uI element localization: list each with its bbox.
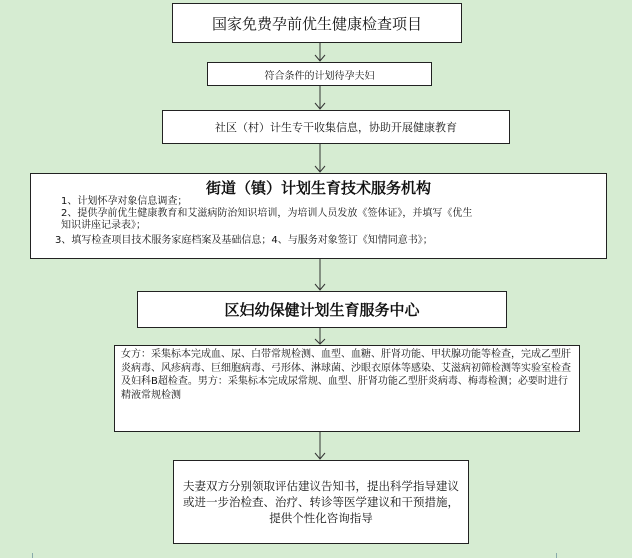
street-agency-box — [30, 173, 607, 259]
street-agency-line-4: 3、填写检查项目技术服务家庭档案及基础信息；4、与服务对象签订《知情同意书》； — [55, 235, 433, 246]
followup-box — [173, 460, 469, 544]
corner-mark-left — [32, 553, 37, 558]
arrow-3 — [314, 144, 326, 174]
exam-details-text: 女方：采集标本完成血、尿、白带常规检测、血型、血糖、肝肾功能、甲状腺功能等检查，完成乙型肝炎病毒、风疹病毒、巨细胞病毒、弓形体、淋球菌、沙眼衣原体等感染、艾滋病初筛检测等实验室检查及妇科B超检查。男方：采集标本完成尿常规、血型、肝肾功能乙型肝炎病毒、梅毒检测；必要时进行精液常规检测 — [121, 349, 571, 401]
eligible-couples-text: 符合条件的计划待孕夫妇 — [264, 70, 375, 82]
street-agency-line-1: 1、计划怀孕对象信息调查； — [61, 196, 188, 207]
corner-mark-right — [556, 553, 561, 558]
arrow-5 — [314, 328, 326, 346]
exam-details-box — [114, 345, 580, 432]
followup-text: 夫妻双方分别领取评估建议告知书，提出科学指导建议或进一步治检查、治疗、转诊等医学建议和干预措施，提供个性化咨询指导 — [183, 479, 459, 525]
district-center-text: 区妇幼保健计划生育服务中心 — [224, 301, 420, 319]
national-project-box — [172, 3, 462, 43]
arrow-6 — [314, 432, 326, 461]
district-center-box — [137, 291, 507, 328]
arrow-2 — [314, 86, 326, 111]
community-text: 社区（村）计生专干收集信息，协助开展健康教育 — [215, 121, 457, 134]
arrow-1 — [314, 43, 326, 63]
national-project-text: 国家免费孕前优生健康检查项目 — [211, 14, 422, 33]
arrow-4 — [314, 259, 326, 292]
street-agency-title: 街道（镇）计划生育技术服务机构 — [205, 179, 431, 197]
street-agency-line-2: 2、提供孕前优生健康教育和艾滋病防治知识培训，为培训人员发放《签体证》，并填写《优生 — [61, 208, 473, 219]
street-agency-line-3: 知识讲座记录表》； — [61, 220, 146, 231]
community-box — [162, 110, 510, 144]
eligible-couples-box — [207, 62, 432, 86]
